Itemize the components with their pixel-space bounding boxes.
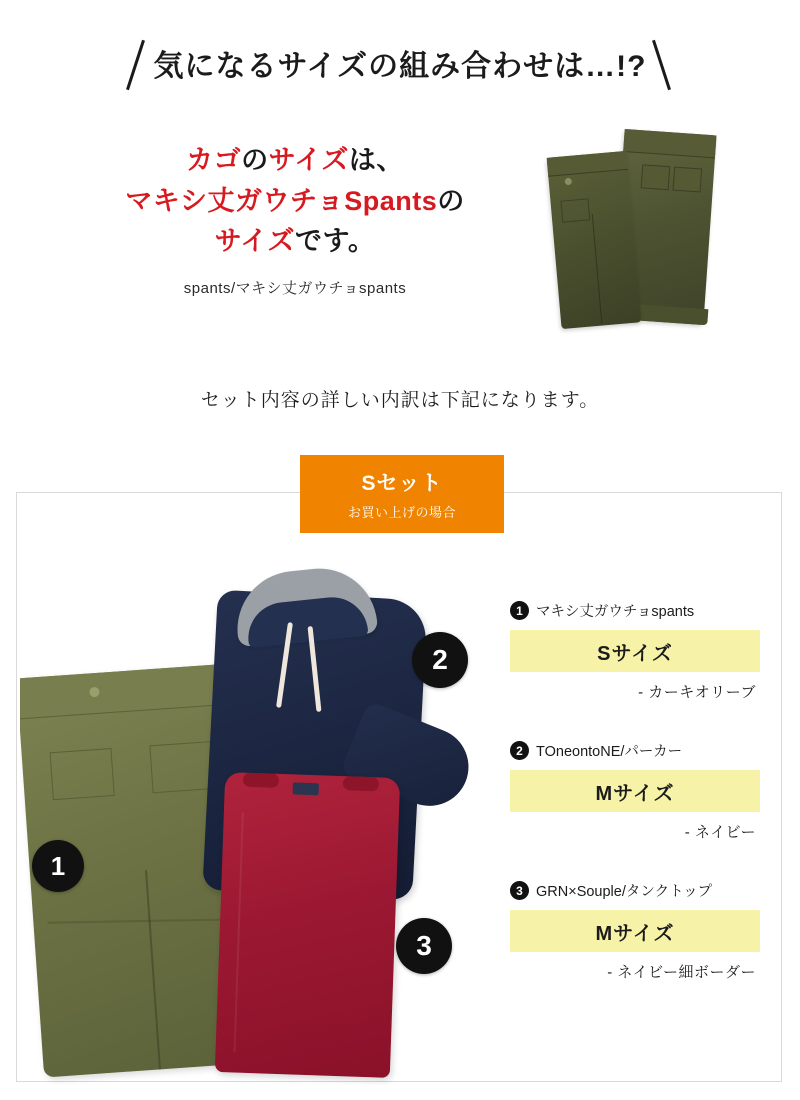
item-size-1: Sサイズ	[510, 630, 760, 672]
pants-front-pocket	[560, 198, 590, 222]
item-header-1	[510, 600, 760, 621]
item-name-2: TOneontoNE/パーカー	[536, 744, 683, 760]
pants-product-photo	[530, 120, 780, 340]
lead-size-1: サイズ	[268, 145, 349, 175]
photo-badge-1: 1	[32, 840, 84, 892]
set-note: セット内容の詳しい内訳は下記になります。	[200, 390, 600, 411]
list-item	[510, 740, 760, 842]
photo-tank-strap-left	[243, 773, 279, 788]
set-tab-title: Sセット	[361, 472, 443, 495]
item-number-1: 1	[510, 601, 529, 620]
pants-front-view	[547, 151, 642, 329]
decorative-slash-right	[646, 35, 680, 91]
photo-pants-fold-line	[48, 918, 248, 923]
photo-pants-pocket-left	[50, 748, 115, 800]
photo-badge-3: 3	[396, 918, 452, 974]
lead-copy	[60, 140, 530, 300]
lead-subtext: spants/マキシ丈ガウチョspants	[183, 279, 407, 297]
pants-waistband	[623, 129, 716, 158]
photo-parka-hood	[232, 563, 379, 647]
pants-center-seam	[592, 214, 603, 324]
photo-tank-label-tag	[293, 782, 319, 795]
item-color-3: - ネイビー細ボーダー	[607, 964, 756, 981]
pants-back-pocket-right	[673, 167, 703, 193]
photo-tank-strap-right	[343, 776, 379, 791]
set-item-list	[510, 600, 760, 1020]
lead-line-3	[60, 221, 530, 262]
set-tab	[300, 455, 504, 533]
page-title: 気になるサイズの組み合わせは…!?	[153, 50, 647, 83]
item-color-1: - カーキオリーブ	[638, 684, 756, 701]
photo-red-tank-top	[215, 772, 400, 1078]
item-size-2: Mサイズ	[510, 770, 760, 812]
lead-size-2: サイズ	[214, 226, 295, 256]
item-color-2: - ネイビー	[684, 824, 756, 841]
list-item	[510, 880, 760, 982]
lead-desu: です。	[295, 226, 376, 256]
item-name-1: マキシ丈ガウチョspants	[536, 604, 695, 620]
lead-line-2	[60, 181, 530, 222]
photo-badge-2: 2	[412, 632, 468, 688]
item-number-2: 2	[510, 741, 529, 760]
pants-back-pocket-left	[641, 164, 671, 190]
lead-line-1	[60, 140, 530, 181]
photo-tank-fold-line	[234, 813, 244, 1053]
set-tab-subtitle: お買い上げの場合	[347, 505, 456, 520]
page-header	[0, 28, 800, 98]
pants-button-icon	[565, 178, 573, 186]
lead-no-2: の	[437, 185, 465, 216]
lead-no-1: の	[241, 145, 269, 175]
item-header-3	[510, 880, 760, 901]
item-name-3: GRN×Souple/タンクトップ	[536, 884, 713, 900]
pants-front-waistband	[547, 151, 628, 177]
decorative-slash-left	[120, 35, 154, 91]
photo-pants-pocket-right	[149, 741, 214, 793]
item-number-3: 3	[510, 881, 529, 900]
set-product-photo	[20, 540, 500, 1085]
lead-kago: カゴ	[186, 145, 242, 175]
lead-wa: は、	[348, 145, 404, 175]
photo-pants-center-seam	[145, 870, 161, 1070]
item-header-2	[510, 740, 760, 761]
item-size-3: Mサイズ	[510, 910, 760, 952]
list-item	[510, 600, 760, 702]
lead-product-name: マキシ丈ガウチョSpants	[125, 185, 438, 216]
